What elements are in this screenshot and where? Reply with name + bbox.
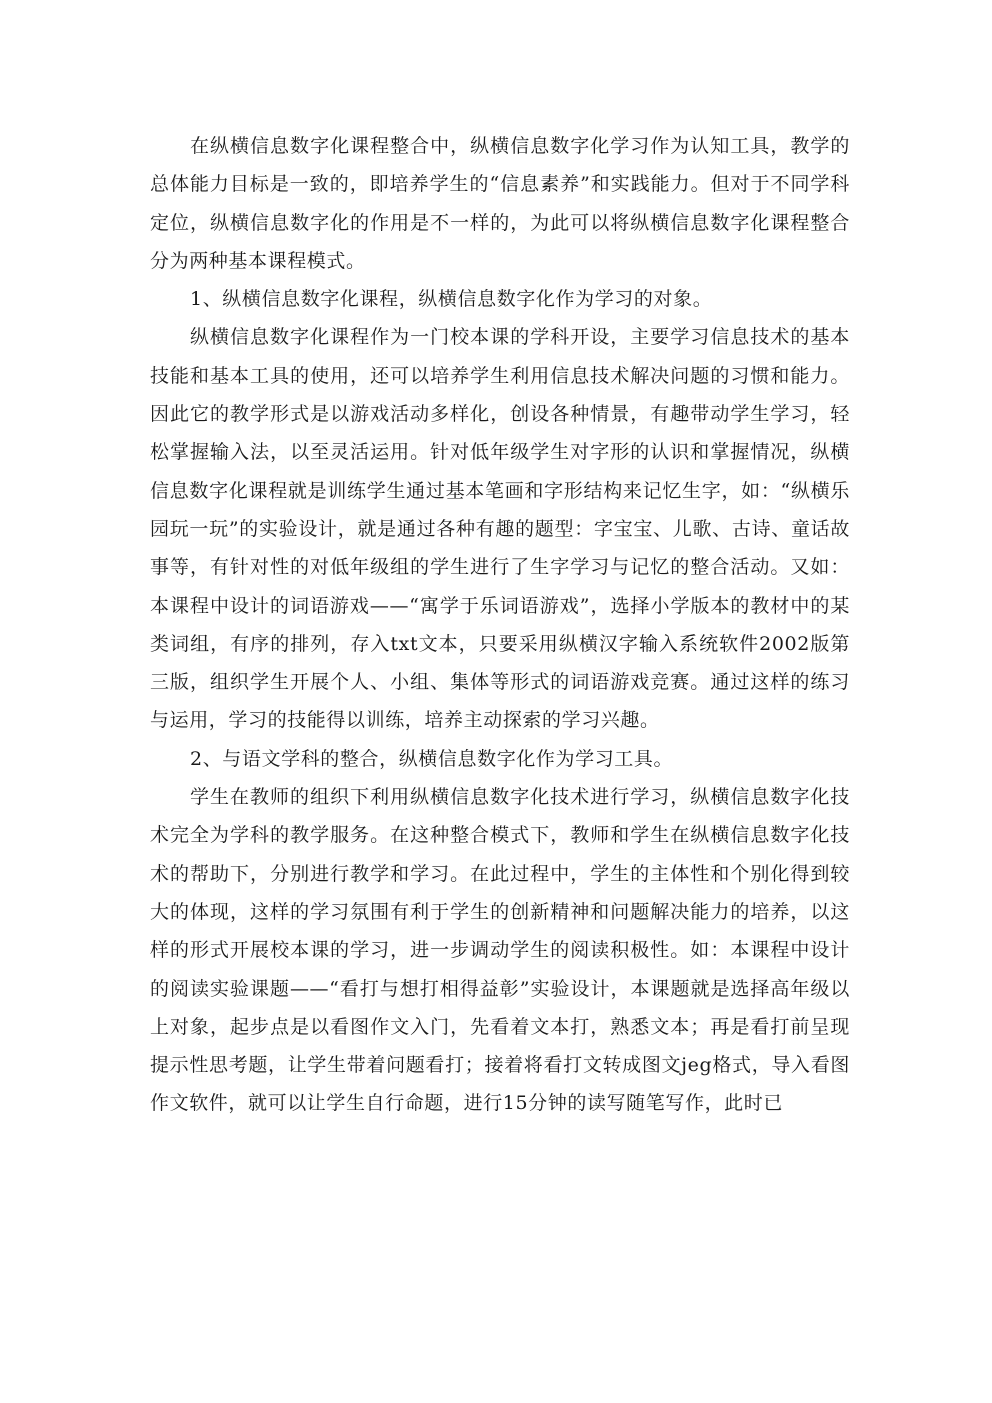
paragraph-heading-1: 1、纵横信息数字化课程，纵横信息数字化作为学习的对象。 xyxy=(190,288,713,311)
paragraph-heading-2: 2、与语文学科的整合，纵横信息数字化作为学习工具。 xyxy=(190,747,674,770)
paragraph-body-2: 学生在教师的组织下利用纵横信息数字化技术进行学习，纵横信息数字化技术完全为学科的教学服务。在这种整合模式下，教师和学生在纵横信息数字化技术的帮助下，分别进行教学和学习。在此过程中，学生的主体性和个别化得到较大的体现，这样的学习氛围有利于学生的创新精神和问题解决能力的培养，以这样的形式开展校本课的学习，进一步调动学生的阅读积极性。如：本课程中设计的阅读实验课题——“看打与想打相得益彰”实验设计，本课题就是选择高年级以上对象，起步点是以看图作文入门，先看着文本打，熟悉文本；再是看打前呈现提示性思考题，让学生带着问题看打；接着将看打文转成图文jeg格式，导入看图作文软件，就可以让学生自行命题，进行15分钟的读写随笔写作，此时已 xyxy=(150,786,850,1115)
paragraph-body-1: 纵横信息数字化课程作为一门校本课的学科开设，主要学习信息技术的基本技能和基本工具的使用，还可以培养学生利用信息技术解决问题的习惯和能力。因此它的教学形式是以游戏活动多样化，创设各种情景，有趣带动学生学习，轻松掌握输入法，以至灵活运用。针对低年级学生对字形的认识和掌握情况，纵横信息数字化课程就是训练学生通过基本笔画和字形结构来记忆生字，如：“纵横乐园玩一玩”的实验设计，就是通过各种有趣的题型：字宝宝、儿歌、古诗、童话故事等，有针对性的对低年级组的学生进行了生字学习与记忆的整合活动。又如：本课程中设计的词语游戏——“寓学于乐词语游戏”，选择小学版本的教材中的某类词组，有序的排列，存入txt文本，只要采用纵横汉字输入系统软件2002版第三版，组织学生开展个人、小组、集体等形式的词语游戏竞赛。通过这样的练习与运用，学习的技能得以训练，培养主动探索的学习兴趣。 xyxy=(150,326,850,732)
paragraph-intro: 在纵横信息数字化课程整合中，纵横信息数字化学习作为认知工具，教学的总体能力目标是一致的，即培养学生的“信息素养”和实践能力。但对于不同学科定位，纵横信息数字化的作用是不一样的，为此可以将纵横信息数字化课程整合分为两种基本课程模式。 xyxy=(150,135,850,272)
document-page xyxy=(150,127,850,1123)
